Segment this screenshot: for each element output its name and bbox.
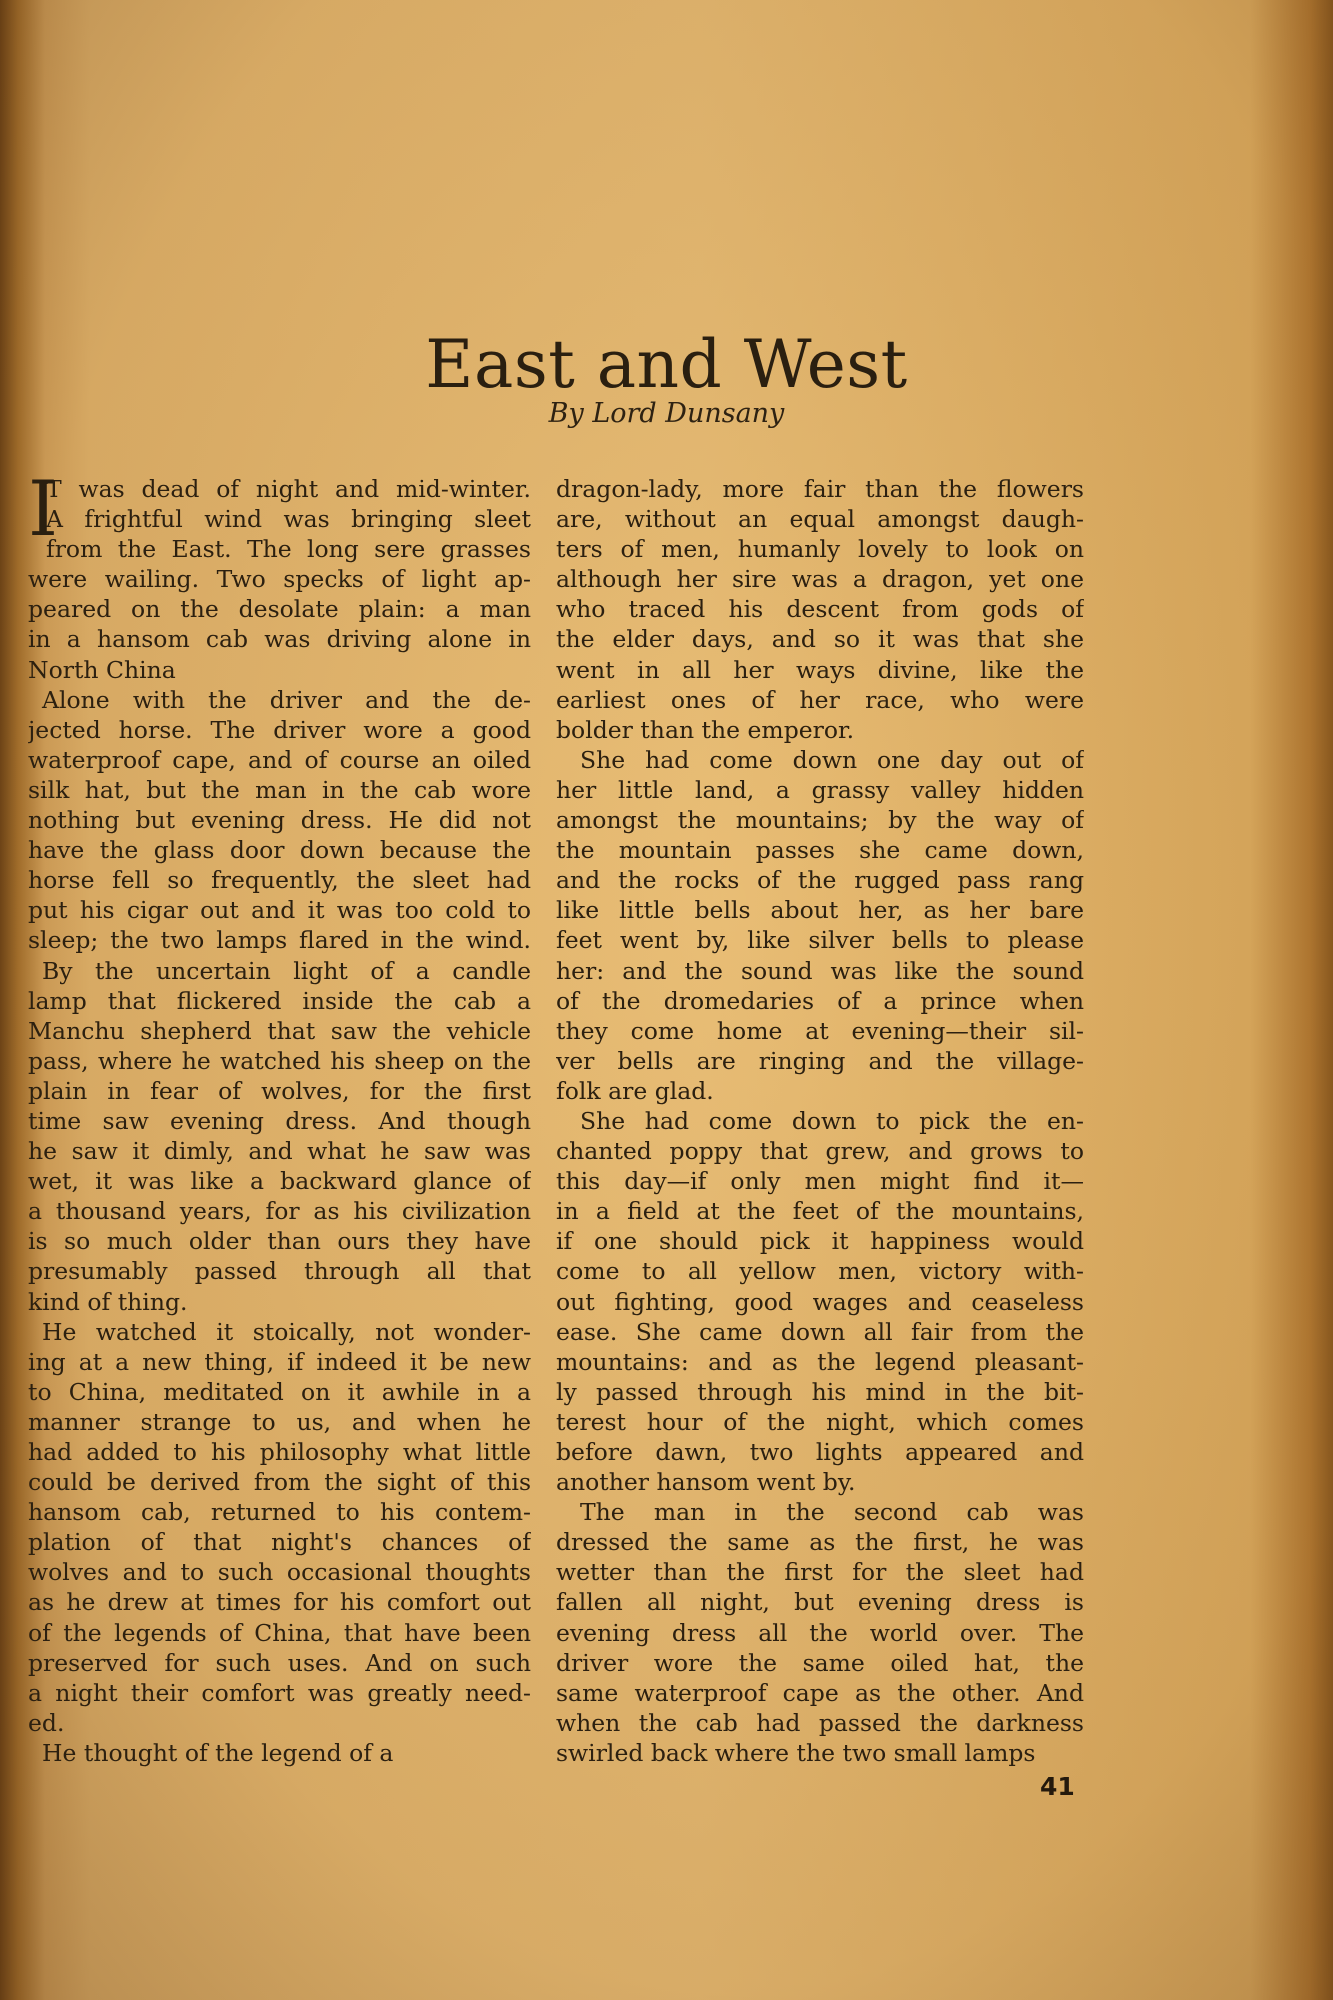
text-line: driver wore the same oiled hat, the <box>556 1648 1084 1677</box>
text-line: they come home at evening—their sil- <box>556 1016 1084 1045</box>
text-line: ly passed through his mind in the bit- <box>556 1377 1084 1406</box>
text-line: like little bells about her, as her bare <box>556 896 1084 925</box>
text-line: lamp that flickered inside the cab a <box>28 986 531 1015</box>
text-line: chanted poppy that grew, and grows to <box>556 1137 1084 1166</box>
text-line: her little land, a grassy valley hidden <box>556 775 1084 804</box>
text-line: were wailing. Two specks of light ap- <box>28 565 531 594</box>
text-line: A frightful wind was bringing sleet <box>46 505 531 534</box>
text-line: before dawn, two lights appeared and <box>556 1438 1084 1466</box>
text-line: if one should pick it happiness would <box>556 1227 1084 1256</box>
text-line: plation of that night's chances of <box>28 1528 531 1557</box>
text-line: in a hansom cab was driving alone in <box>28 625 531 654</box>
text-line: her: and the sound was like the sound <box>556 956 1084 985</box>
text-line: Manchu shepherd that saw the vehicle <box>28 1016 531 1045</box>
text-line: He thought of the legend of a <box>42 1738 394 1767</box>
text-line: feet went by, like silver bells to please <box>556 926 1084 955</box>
text-line: presumably passed through all that <box>28 1257 531 1286</box>
text-line: in a field at the feet of the mountains, <box>556 1197 1084 1226</box>
text-line: Alone with the driver and the de- <box>42 685 531 714</box>
text-line: manner strange to us, and when he <box>28 1407 531 1436</box>
text-line: a thousand years, for as his civilization <box>28 1197 531 1226</box>
text-line: when the cab had passed the darkness <box>556 1708 1084 1737</box>
text-line: dressed the same as the first, he was <box>556 1528 1084 1557</box>
text-line: wet, it was like a backward glance of <box>28 1167 531 1196</box>
text-line: horse fell so frequently, the sleet had <box>28 866 531 895</box>
text-line: peared on the desolate plain: a man <box>28 595 531 624</box>
text-line: from the East. The long sere grasses <box>46 535 531 564</box>
text-line: wetter than the first for the sleet had <box>556 1558 1084 1587</box>
text-line: T was dead of night and mid-winter. <box>46 475 531 503</box>
text-line: hansom cab, returned to his contem- <box>28 1498 531 1527</box>
drop-cap: I <box>28 464 59 553</box>
text-line: a night their comfort was greatly need- <box>28 1678 531 1707</box>
text-line: sleep; the two lamps flared in the wind. <box>28 926 531 955</box>
text-line: She had come down one day out of <box>580 745 1084 774</box>
text-line: come to all yellow men, victory with- <box>556 1257 1084 1286</box>
text-line: jected horse. The driver wore a good <box>28 715 531 744</box>
text-line: silk hat, but the man in the cab wore <box>28 775 531 804</box>
text-line: have the glass door down because the <box>28 836 531 865</box>
text-line: this day—if only men might find it— <box>556 1167 1084 1196</box>
text-line: ed. <box>28 1708 65 1737</box>
text-line: folk are glad. <box>556 1076 714 1105</box>
text-line: he saw it dimly, and what he saw was <box>28 1137 531 1166</box>
text-line: of the dromedaries of a prince when <box>556 986 1084 1015</box>
text-line: preserved for such uses. And on such <box>28 1648 531 1677</box>
text-line: mountains: and as the legend pleasant- <box>556 1347 1084 1376</box>
text-line: put his cigar out and it was too cold to <box>28 896 531 925</box>
text-line: ters of men, humanly lovely to look on <box>556 535 1084 564</box>
text-line: nothing but evening dress. He did not <box>28 806 531 835</box>
text-line: and the rocks of the rugged pass rang <box>556 866 1084 895</box>
text-line: kind of thing. <box>28 1287 188 1316</box>
article-byline: By Lord Dunsany <box>548 398 785 429</box>
text-line: dragon-lady, more fair than the flowers <box>556 475 1084 503</box>
right-column <box>556 474 1084 1768</box>
text-line: of the legends of China, that have been <box>28 1618 531 1647</box>
text-line: went in all her ways divine, like the <box>556 655 1084 684</box>
text-line: same waterproof cape as the other. And <box>556 1678 1084 1707</box>
text-line: another hansom went by. <box>556 1468 856 1497</box>
text-line: North China <box>28 655 176 684</box>
text-line: the elder days, and so it was that she <box>556 625 1084 654</box>
text-line: are, without an equal amongst daugh- <box>556 505 1084 534</box>
text-line: terest hour of the night, which comes <box>556 1407 1084 1436</box>
text-line: earliest ones of her race, who were <box>556 685 1084 714</box>
text-line: amongst the mountains; by the way of <box>556 806 1084 835</box>
text-line: plain in fear of wolves, for the first <box>28 1076 531 1105</box>
text-line: time saw evening dress. And though <box>28 1106 531 1135</box>
text-line: the mountain passes she came down, <box>556 836 1084 865</box>
text-line: bolder than the emperor. <box>556 715 855 744</box>
text-line: He watched it stoically, not wonder- <box>42 1317 531 1346</box>
text-line: ing at a new thing, if indeed it be new <box>28 1347 531 1376</box>
text-line: The man in the second cab was <box>580 1498 1084 1527</box>
page-number: 41 <box>1040 1772 1075 1801</box>
text-line: although her sire was a dragon, yet one <box>556 565 1084 594</box>
text-line: ver bells are ringing and the village- <box>556 1046 1084 1075</box>
text-line: to China, meditated on it awhile in a <box>28 1377 531 1406</box>
text-line: who traced his descent from gods of <box>556 595 1084 624</box>
text-line: ease. She came down all fair from the <box>556 1317 1084 1346</box>
text-line: evening dress all the world over. The <box>556 1618 1084 1647</box>
text-line: wolves and to such occasional thoughts <box>28 1558 531 1587</box>
text-line: She had come down to pick the en- <box>580 1106 1084 1135</box>
text-line: could be derived from the sight of this <box>28 1468 531 1497</box>
text-line: out fighting, good wages and ceaseless <box>556 1287 1084 1316</box>
article-title: East and West <box>425 326 908 404</box>
text-line: fallen all night, but evening dress is <box>556 1588 1084 1617</box>
text-line: had added to his philosophy what little <box>28 1438 531 1466</box>
left-column <box>28 464 531 1768</box>
text-line: waterproof cape, and of course an oiled <box>28 745 531 774</box>
text-line: is so much older than ours they have <box>28 1227 531 1256</box>
text-line: By the uncertain light of a candle <box>42 956 531 985</box>
text-line: pass, where he watched his sheep on the <box>28 1046 531 1075</box>
text-line: as he drew at times for his comfort out <box>28 1588 531 1617</box>
text-line: swirled back where the two small lamps <box>556 1738 1036 1767</box>
